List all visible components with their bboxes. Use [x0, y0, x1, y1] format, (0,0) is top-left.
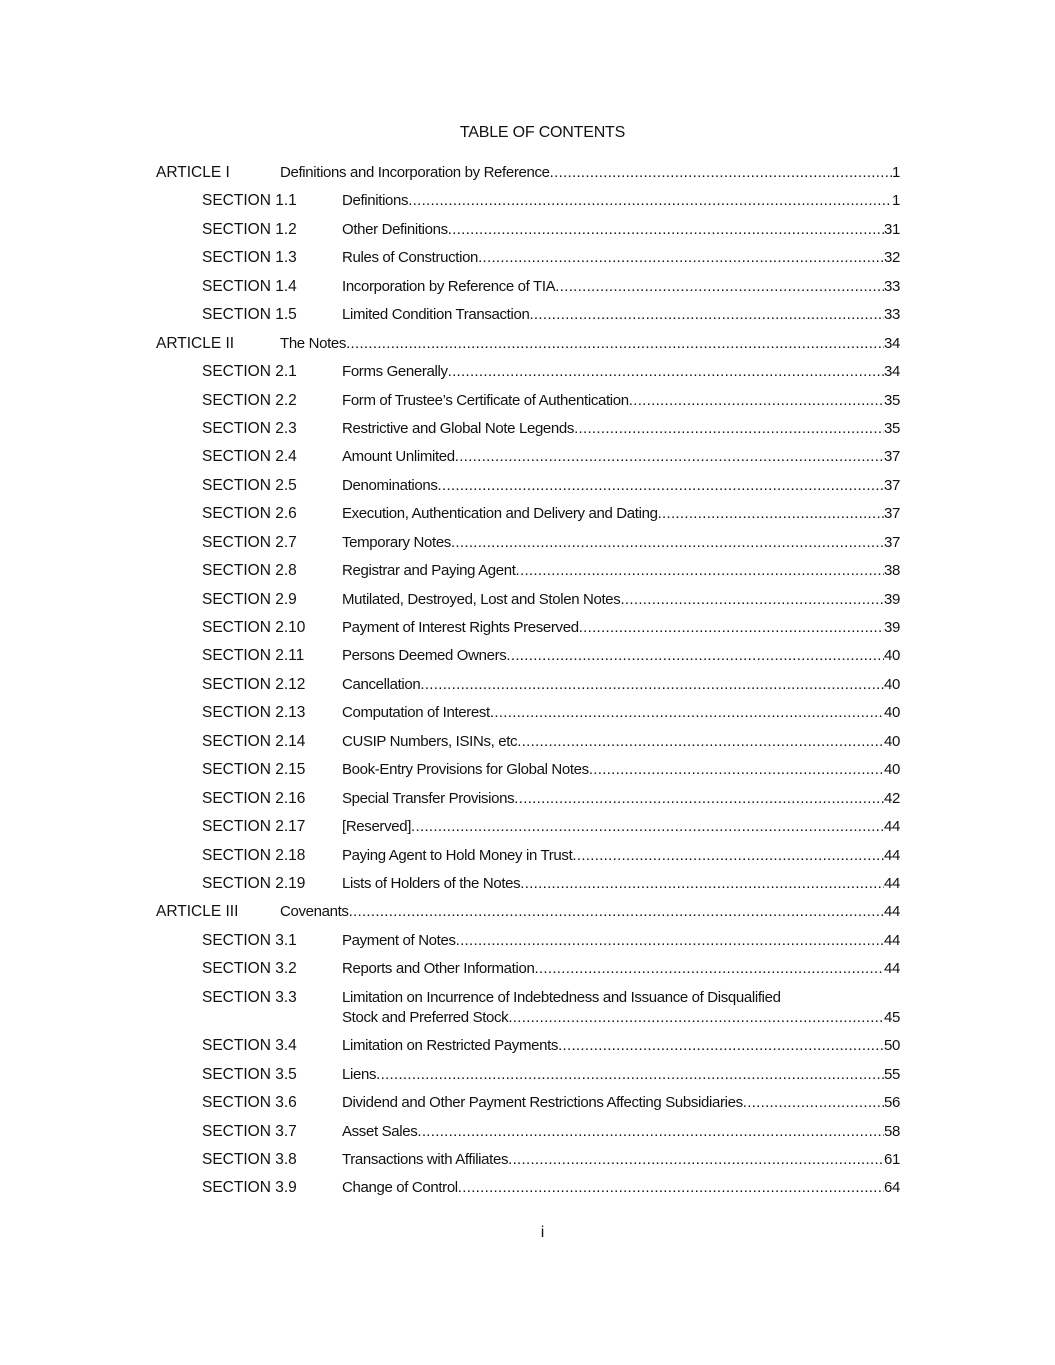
dot-leader	[508, 1008, 884, 1028]
entry-page: 37	[884, 533, 900, 551]
toc-entry-section[interactable]	[156, 931, 900, 959]
entry-page: 1	[892, 164, 900, 181]
entry-body	[280, 163, 900, 183]
entry-page: 58	[884, 1122, 900, 1140]
entry-body	[342, 846, 900, 866]
entry-title: Other Definitions	[342, 220, 448, 238]
entry-page: 44	[884, 960, 900, 978]
entry-body	[342, 590, 900, 610]
entry-body	[342, 931, 900, 951]
entry-body	[342, 191, 900, 211]
entry-title: Incorporation by Reference of TIA	[342, 277, 556, 295]
entry-page: 55	[884, 1065, 900, 1083]
toc-entry-section[interactable]	[156, 789, 900, 817]
dot-leader	[448, 362, 884, 382]
toc-entry-section[interactable]	[156, 476, 900, 504]
entry-label: SECTION 2.8	[202, 562, 297, 580]
entry-body	[342, 646, 900, 666]
toc-entry-section[interactable]	[156, 362, 900, 390]
dot-leader	[579, 618, 884, 638]
entry-title-line	[280, 334, 900, 354]
dot-leader	[458, 1178, 884, 1198]
toc-entry-section[interactable]	[156, 561, 900, 589]
entry-label: SECTION 2.16	[202, 789, 306, 807]
entry-body	[342, 959, 900, 979]
dot-leader	[558, 1036, 884, 1056]
entry-body	[342, 1178, 900, 1198]
dot-leader	[517, 732, 884, 752]
entry-title: Limitation on Restricted Payments	[342, 1037, 559, 1055]
toc-entry-section[interactable]	[156, 675, 900, 703]
toc-entry-section[interactable]	[156, 504, 900, 532]
page-number: i	[540, 1224, 545, 1241]
toc-entry-section[interactable]	[156, 988, 900, 1037]
toc-entry-section[interactable]	[156, 1178, 900, 1206]
entry-title-line	[280, 902, 900, 922]
toc-entry-section[interactable]	[156, 703, 900, 731]
toc-entry-section[interactable]	[156, 618, 900, 646]
entry-title: Registrar and Paying Agent	[342, 562, 516, 580]
entry-title-line	[342, 1178, 900, 1198]
entry-title: Persons Deemed Owners	[342, 647, 507, 665]
entry-label: SECTION 1.3	[202, 249, 297, 267]
entry-label: SECTION 2.10	[202, 619, 306, 636]
dot-leader	[574, 419, 884, 439]
entry-title-line	[342, 675, 900, 695]
entry-title: Change of Control	[342, 1179, 458, 1197]
entry-label: SECTION 1.2	[202, 220, 297, 238]
entry-body	[342, 220, 900, 240]
entry-body	[280, 902, 900, 922]
entry-body	[342, 675, 900, 695]
entry-page: 37	[884, 476, 900, 494]
entry-page: 1	[892, 192, 900, 210]
entry-page: 34	[884, 363, 900, 381]
entry-body	[342, 618, 900, 638]
entry-label: ARTICLE I	[156, 164, 230, 181]
dot-leader	[534, 959, 884, 979]
entry-body	[342, 362, 900, 382]
entry-label: SECTION 2.18	[202, 846, 306, 864]
entry-page: 39	[884, 590, 900, 608]
entry-title-line	[342, 1093, 900, 1113]
entry-label: SECTION 2.9	[202, 590, 297, 608]
entry-body	[342, 561, 900, 581]
toc-entry-section[interactable]	[156, 846, 900, 874]
entry-page: 64	[884, 1179, 900, 1197]
entry-page: 45	[884, 1008, 900, 1026]
entry-label: SECTION 2.7	[202, 533, 297, 551]
entry-label: SECTION 2.14	[202, 732, 306, 750]
entry-page: 61	[884, 1151, 900, 1169]
entry-title-line	[342, 305, 900, 325]
entry-label: SECTION 3.5	[202, 1065, 297, 1083]
entry-page: 33	[884, 277, 900, 295]
dot-leader	[743, 1093, 884, 1113]
entry-title-line	[342, 1150, 900, 1170]
entry-title-line	[342, 504, 900, 524]
dot-leader	[572, 846, 884, 866]
entry-body	[342, 248, 900, 268]
entry-title: Limitation on Incurrence of Indebtedness and Issuance of Disqualified	[342, 988, 781, 1006]
entry-label: SECTION 2.3	[202, 419, 297, 437]
entry-page: 44	[884, 874, 900, 892]
entry-page: 50	[884, 1037, 900, 1055]
toc-entry-section[interactable]	[156, 590, 900, 618]
entry-body	[342, 476, 900, 496]
entry-page: 34	[884, 334, 900, 352]
toc-entry-section[interactable]	[156, 1093, 900, 1121]
entry-title: Amount Unlimited	[342, 448, 455, 466]
dot-leader	[629, 391, 884, 411]
dot-leader	[420, 675, 884, 695]
entry-body	[342, 760, 900, 780]
dot-leader	[349, 902, 884, 922]
entry-title-line	[342, 646, 900, 666]
entry-page: 39	[884, 619, 900, 636]
entry-title-line	[342, 732, 900, 752]
toc-entry-section[interactable]	[156, 732, 900, 760]
entry-title-line	[342, 874, 900, 894]
entry-title: Temporary Notes	[342, 533, 451, 551]
entry-label: SECTION 3.6	[202, 1094, 297, 1112]
toc-entry-section[interactable]	[156, 1065, 900, 1093]
entry-title: Payment of Interest Rights Preserved	[342, 619, 579, 636]
entry-title-line	[342, 846, 900, 866]
dot-leader	[456, 931, 884, 951]
toc-entry-section[interactable]	[156, 533, 900, 561]
entry-title: Limited Condition Transaction	[342, 306, 530, 324]
toc-heading: TABLE OF CONTENTS	[459, 124, 626, 141]
entry-title: Covenants	[280, 903, 349, 921]
entry-label: SECTION 2.13	[202, 704, 306, 722]
entry-label: SECTION 2.12	[202, 675, 306, 693]
entry-page: 40	[884, 761, 900, 779]
entry-body	[342, 1065, 900, 1085]
entry-label: SECTION 2.15	[202, 761, 306, 779]
dot-leader	[448, 220, 884, 240]
dot-leader	[478, 248, 884, 268]
toc-entry-section[interactable]	[156, 248, 900, 276]
entry-page: 35	[884, 419, 900, 437]
entry-title-line	[342, 391, 900, 411]
entry-label: SECTION 3.1	[202, 931, 297, 949]
entry-title-line	[342, 533, 900, 553]
entry-page: 40	[884, 704, 900, 722]
entry-title: Forms Generally	[342, 363, 448, 381]
entry-title-line	[342, 1008, 900, 1028]
entry-label: ARTICLE II	[156, 334, 235, 352]
dot-leader	[550, 163, 892, 183]
entry-label: SECTION 1.4	[202, 277, 297, 295]
entry-body	[342, 277, 900, 297]
toc-entry-section[interactable]	[156, 646, 900, 674]
entry-label: SECTION 3.3	[202, 988, 297, 1006]
toc-entry-section[interactable]	[156, 874, 900, 902]
entry-title: Payment of Notes	[342, 931, 456, 949]
entry-body	[342, 391, 900, 411]
entry-title: Definitions	[342, 192, 409, 210]
entry-label: SECTION 3.8	[202, 1151, 297, 1169]
entry-label: SECTION 3.4	[202, 1037, 297, 1055]
entry-page: 40	[884, 647, 900, 665]
entry-page: 44	[884, 903, 900, 921]
toc-entry-section[interactable]	[156, 220, 900, 248]
entry-title: Computation of Interest	[342, 704, 490, 722]
entry-title: Reports and Other Information	[342, 960, 535, 978]
dot-leader	[490, 703, 884, 723]
entry-body	[342, 874, 900, 894]
entry-label: SECTION 2.5	[202, 476, 297, 494]
entry-body	[342, 988, 900, 1028]
entry-label: SECTION 2.19	[202, 874, 306, 892]
toc-list	[156, 163, 900, 1207]
toc-entry-section[interactable]	[156, 447, 900, 475]
dot-leader	[520, 874, 884, 894]
entry-title: Restrictive and Global Note Legends	[342, 419, 575, 437]
toc-entry-section[interactable]	[156, 760, 900, 788]
entry-title-line	[342, 760, 900, 780]
entry-title-line	[342, 476, 900, 496]
entry-page: 56	[884, 1094, 900, 1112]
entry-title-line	[280, 163, 900, 183]
entry-title: Mutilated, Destroyed, Lost and Stolen Notes	[342, 590, 621, 608]
entry-title: Liens	[342, 1065, 377, 1083]
entry-title-line	[342, 817, 900, 837]
entry-title-line	[342, 277, 900, 297]
dot-leader	[529, 305, 884, 325]
entry-label: SECTION 2.2	[202, 391, 297, 409]
entry-page: 40	[884, 732, 900, 750]
entry-title: Execution, Authentication and Delivery and Dating	[342, 505, 658, 523]
entry-label: ARTICLE III	[156, 903, 239, 921]
toc-entry-section[interactable]	[156, 1036, 900, 1064]
dot-leader	[589, 760, 884, 780]
dot-leader	[411, 817, 884, 837]
entry-title-line	[342, 618, 900, 638]
entry-title-line	[342, 220, 900, 240]
entry-label: SECTION 2.6	[202, 505, 297, 523]
entry-body	[342, 703, 900, 723]
entry-page: 37	[884, 448, 900, 466]
entry-title-continued: Stock and Preferred Stock	[342, 1008, 509, 1026]
entry-label: SECTION 2.17	[202, 818, 306, 836]
dot-leader	[620, 590, 884, 610]
toc-entry-section[interactable]	[156, 817, 900, 845]
entry-body	[342, 1122, 900, 1142]
dot-leader	[451, 533, 884, 553]
dot-leader	[408, 191, 892, 211]
dot-leader	[438, 476, 884, 496]
entry-title-line	[342, 1065, 900, 1085]
entry-title: [Reserved]	[342, 818, 412, 836]
entry-title-line	[342, 447, 900, 467]
entry-label: SECTION 1.1	[202, 192, 297, 210]
dot-leader	[417, 1122, 884, 1142]
entry-body	[342, 533, 900, 553]
entry-body	[342, 1093, 900, 1113]
entry-title-line	[342, 191, 900, 211]
entry-title: Definitions and Incorporation by Reference	[280, 164, 550, 181]
dot-leader	[376, 1065, 884, 1085]
entry-title-line	[342, 362, 900, 382]
dot-leader	[658, 504, 884, 524]
entry-page: 44	[884, 818, 900, 836]
entry-title-line	[342, 1122, 900, 1142]
entry-title-line	[342, 590, 900, 610]
entry-title: Dividend and Other Payment Restrictions Affecting Subsidiaries	[342, 1094, 743, 1112]
entry-title: Cancellation	[342, 675, 421, 693]
entry-label: SECTION 2.11	[202, 647, 305, 665]
toc-entry-section[interactable]	[156, 959, 900, 987]
entry-title-line	[342, 931, 900, 951]
entry-title-line	[342, 248, 900, 268]
entry-title-line	[342, 703, 900, 723]
entry-body	[342, 817, 900, 837]
toc-entry-article[interactable]	[156, 902, 900, 930]
toc-entry-section[interactable]	[156, 191, 900, 219]
dot-leader	[506, 646, 884, 666]
dot-leader	[516, 561, 884, 581]
dot-leader	[508, 1150, 884, 1170]
entry-title: Form of Trustee’s Certificate of Authentication	[342, 391, 629, 409]
entry-label: SECTION 3.7	[202, 1122, 297, 1140]
entry-title: Book-Entry Provisions for Global Notes	[342, 761, 589, 779]
entry-title: Asset Sales	[342, 1122, 418, 1140]
entry-title-line	[342, 988, 900, 1008]
entry-body	[342, 789, 900, 809]
entry-label: SECTION 3.9	[202, 1179, 297, 1197]
entry-title: Special Transfer Provisions	[342, 789, 515, 807]
toc-entry-article[interactable]	[156, 334, 900, 362]
toc-entry-section[interactable]	[156, 1150, 900, 1178]
entry-label: SECTION 2.4	[202, 448, 297, 466]
entry-title: Lists of Holders of the Notes	[342, 874, 521, 892]
entry-body	[342, 419, 900, 439]
entry-body	[342, 1036, 900, 1056]
toc-entry-section[interactable]	[156, 391, 900, 419]
toc-entry-section[interactable]	[156, 419, 900, 447]
entry-title-line	[342, 959, 900, 979]
entry-body	[342, 732, 900, 752]
entry-page: 40	[884, 675, 900, 693]
entry-page: 35	[884, 391, 900, 409]
entry-page: 44	[884, 846, 900, 864]
dot-leader	[555, 277, 884, 297]
entry-page: 32	[884, 249, 900, 267]
toc-entry-article[interactable]	[156, 163, 900, 191]
dot-leader	[455, 447, 884, 467]
entry-title: Rules of Construction	[342, 249, 479, 267]
toc-entry-section[interactable]	[156, 1122, 900, 1150]
dot-leader	[346, 334, 884, 354]
entry-title-line	[342, 561, 900, 581]
entry-title: CUSIP Numbers, ISINs, etc	[342, 732, 518, 750]
entry-page: 33	[884, 306, 900, 324]
entry-page: 31	[884, 220, 900, 238]
toc-entry-section[interactable]	[156, 277, 900, 305]
entry-body	[342, 447, 900, 467]
entry-title: Transactions with Affiliates	[342, 1151, 509, 1169]
entry-body	[342, 504, 900, 524]
entry-title-line	[342, 419, 900, 439]
entry-body	[280, 334, 900, 354]
entry-label: SECTION 2.1	[202, 363, 297, 381]
entry-label: SECTION 1.5	[202, 306, 297, 324]
dot-leader	[514, 789, 884, 809]
entry-body	[342, 305, 900, 325]
entry-title: Denominations	[342, 476, 438, 494]
entry-body	[342, 1150, 900, 1170]
entry-title-line	[342, 789, 900, 809]
entry-page: 44	[884, 931, 900, 949]
entry-page: 42	[884, 789, 900, 807]
entry-title-line	[342, 1036, 900, 1056]
entry-page: 37	[884, 505, 900, 523]
entry-page: 38	[884, 562, 900, 580]
entry-label: SECTION 3.2	[202, 960, 297, 978]
entry-title: The Notes	[280, 334, 347, 352]
toc-entry-section[interactable]	[156, 305, 900, 333]
entry-title: Paying Agent to Hold Money in Trust	[342, 846, 573, 864]
